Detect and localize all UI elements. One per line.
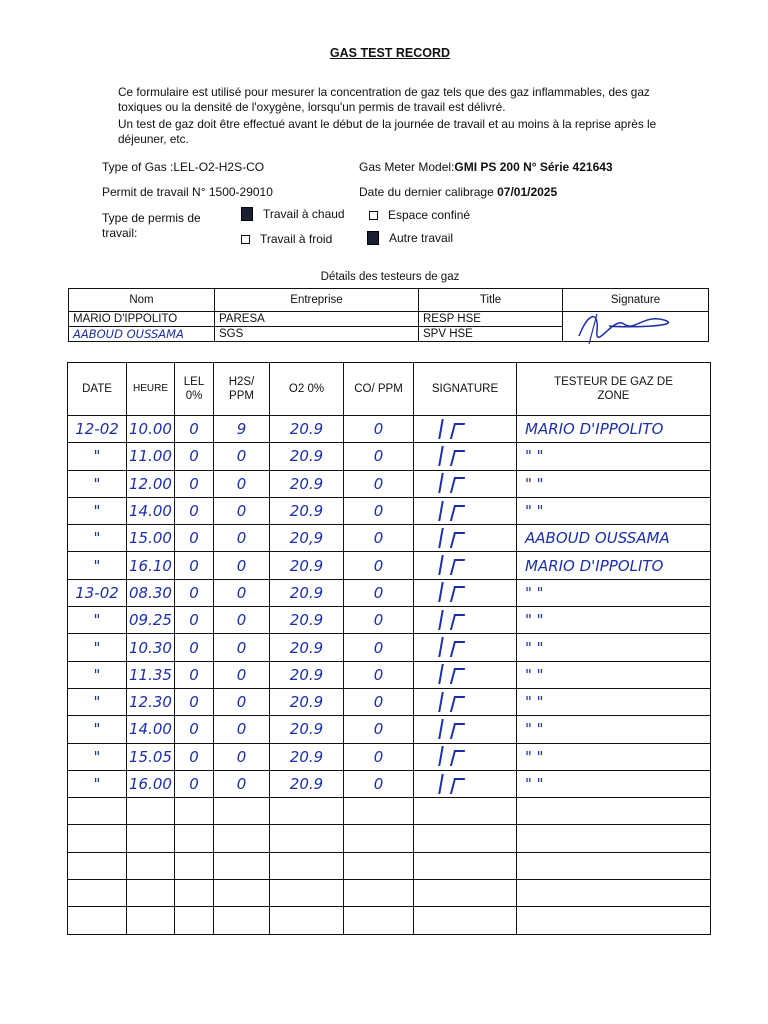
log-cell-lel: 0 xyxy=(175,716,214,743)
log-header-h2s: H2S/ PPM xyxy=(214,363,270,416)
log-cell-empty xyxy=(127,907,175,934)
log-cell-o2: 20.9 xyxy=(270,607,344,634)
log-cell-heure: 15.05 xyxy=(127,743,175,770)
other-work-checkbox[interactable] xyxy=(367,231,379,245)
log-cell-empty xyxy=(127,825,175,852)
log-cell-testeur: " " xyxy=(517,661,711,688)
calibration-value: 07/01/2025 xyxy=(497,185,558,199)
log-cell-h2s: 0 xyxy=(214,770,270,797)
log-cell-testeur: " " xyxy=(517,607,711,634)
log-cell-lel: 0 xyxy=(175,770,214,797)
log-cell-signature xyxy=(414,497,517,524)
log-cell-date: " xyxy=(68,716,127,743)
log-cell-empty xyxy=(127,798,175,825)
testers-header-title: Title xyxy=(419,289,563,312)
tester-entreprise: SGS xyxy=(215,327,419,342)
testers-header-entreprise: Entreprise xyxy=(215,289,419,312)
log-cell-co: 0 xyxy=(344,416,414,443)
log-cell-date: " xyxy=(68,525,127,552)
calibration-label: Date du dernier calibrage xyxy=(359,185,494,199)
log-cell-empty xyxy=(175,852,214,879)
log-cell-h2s: 0 xyxy=(214,716,270,743)
signature-mark-icon xyxy=(436,555,494,573)
permit-number-label: Permit de travail N° xyxy=(102,185,206,199)
log-cell-empty xyxy=(517,880,711,907)
tester-title: SPV HSE xyxy=(419,327,563,342)
permit-number-value: 1500-29010 xyxy=(208,185,273,199)
log-cell-empty xyxy=(517,852,711,879)
log-cell-co: 0 xyxy=(344,743,414,770)
log-cell-heure: 14.00 xyxy=(127,497,175,524)
tester-nom: MARIO D'IPPOLITO xyxy=(69,312,215,327)
log-cell-heure: 09.25 xyxy=(127,607,175,634)
log-cell-heure: 11.00 xyxy=(127,443,175,470)
signature-mark-icon xyxy=(436,774,494,792)
log-row xyxy=(68,416,711,443)
permit-type-hot[interactable] xyxy=(241,207,345,221)
log-cell-empty xyxy=(68,825,127,852)
signature-mark-icon xyxy=(436,419,494,437)
log-cell-testeur: " " xyxy=(517,743,711,770)
log-cell-date: " xyxy=(68,743,127,770)
log-cell-empty xyxy=(414,852,517,879)
signature-mark-icon xyxy=(436,746,494,764)
log-cell-signature xyxy=(414,716,517,743)
permit-number-field xyxy=(102,185,273,199)
log-cell-o2: 20.9 xyxy=(270,470,344,497)
log-cell-h2s: 0 xyxy=(214,497,270,524)
log-row xyxy=(68,470,711,497)
log-cell-signature xyxy=(414,579,517,606)
log-cell-date: 13-02 xyxy=(68,579,127,606)
log-cell-empty xyxy=(270,798,344,825)
log-cell-empty xyxy=(344,825,414,852)
log-cell-lel: 0 xyxy=(175,661,214,688)
log-cell-empty xyxy=(517,907,711,934)
testers-table xyxy=(68,288,709,342)
log-cell-o2: 20.9 xyxy=(270,716,344,743)
testers-header-nom: Nom xyxy=(69,289,215,312)
log-cell-heure: 16.00 xyxy=(127,770,175,797)
log-cell-heure: 10.30 xyxy=(127,634,175,661)
log-cell-heure: 14.00 xyxy=(127,716,175,743)
hot-work-label: Travail à chaud xyxy=(263,207,345,221)
log-header-o2: O2 0% xyxy=(270,363,344,416)
log-cell-heure: 12.30 xyxy=(127,688,175,715)
log-cell-o2: 20.9 xyxy=(270,497,344,524)
log-cell-lel: 0 xyxy=(175,579,214,606)
log-header-co: CO/ PPM xyxy=(344,363,414,416)
log-cell-signature xyxy=(414,552,517,579)
log-cell-testeur: MARIO D'IPPOLITO xyxy=(517,416,711,443)
log-cell-lel: 0 xyxy=(175,525,214,552)
log-cell-h2s: 0 xyxy=(214,634,270,661)
log-cell-h2s: 9 xyxy=(214,416,270,443)
log-cell-signature xyxy=(414,525,517,552)
log-cell-h2s: 0 xyxy=(214,579,270,606)
log-cell-empty xyxy=(344,852,414,879)
log-cell-heure: 08.30 xyxy=(127,579,175,606)
log-cell-date: " xyxy=(68,470,127,497)
log-cell-co: 0 xyxy=(344,661,414,688)
gas-type-value: LEL-O2-H2S-CO xyxy=(173,160,265,174)
log-cell-lel: 0 xyxy=(175,443,214,470)
log-cell-testeur: " " xyxy=(517,716,711,743)
tester-signature-cell xyxy=(563,312,709,342)
log-cell-signature xyxy=(414,661,517,688)
log-cell-co: 0 xyxy=(344,470,414,497)
log-cell-empty xyxy=(270,907,344,934)
log-cell-testeur: " " xyxy=(517,497,711,524)
log-cell-o2: 20.9 xyxy=(270,634,344,661)
other-work-label: Autre travail xyxy=(389,231,454,245)
log-row-empty xyxy=(68,825,711,852)
log-row xyxy=(68,497,711,524)
log-cell-empty xyxy=(214,880,270,907)
log-cell-heure: 16.10 xyxy=(127,552,175,579)
log-cell-testeur: MARIO D'IPPOLITO xyxy=(517,552,711,579)
log-cell-lel: 0 xyxy=(175,416,214,443)
log-cell-co: 0 xyxy=(344,443,414,470)
log-cell-signature xyxy=(414,634,517,661)
log-cell-h2s: 0 xyxy=(214,661,270,688)
log-cell-heure: 10.00 xyxy=(127,416,175,443)
log-cell-lel: 0 xyxy=(175,497,214,524)
log-cell-co: 0 xyxy=(344,552,414,579)
log-cell-h2s: 0 xyxy=(214,443,270,470)
log-row xyxy=(68,716,711,743)
log-cell-o2: 20.9 xyxy=(270,688,344,715)
signature-mark-icon xyxy=(436,692,494,710)
log-cell-empty xyxy=(175,798,214,825)
log-cell-empty xyxy=(68,852,127,879)
log-cell-co: 0 xyxy=(344,497,414,524)
log-cell-co: 0 xyxy=(344,579,414,606)
log-cell-empty xyxy=(214,825,270,852)
log-cell-h2s: 0 xyxy=(214,470,270,497)
log-cell-o2: 20.9 xyxy=(270,579,344,606)
signature-mark-icon xyxy=(436,473,494,491)
log-cell-h2s: 0 xyxy=(214,607,270,634)
log-cell-empty xyxy=(344,880,414,907)
log-cell-empty xyxy=(344,798,414,825)
log-cell-date: " xyxy=(68,552,127,579)
log-cell-testeur: " " xyxy=(517,634,711,661)
tester-entreprise: PARESA xyxy=(215,312,419,327)
intro-paragraph-2: Un test de gaz doit être effectué avant le début de la journée de travail et au moins à la reprise après le déjeuner, etc. xyxy=(118,117,657,146)
log-cell-heure: 11.35 xyxy=(127,661,175,688)
gas-log-table xyxy=(67,362,711,935)
log-cell-heure: 12.00 xyxy=(127,470,175,497)
confined-space-label: Espace confiné xyxy=(388,208,471,222)
log-cell-signature xyxy=(414,743,517,770)
log-cell-o2: 20.9 xyxy=(270,416,344,443)
log-cell-empty xyxy=(214,907,270,934)
log-cell-date: " xyxy=(68,497,127,524)
log-cell-h2s: 0 xyxy=(214,688,270,715)
log-cell-empty xyxy=(517,825,711,852)
log-row-empty xyxy=(68,880,711,907)
intro-text xyxy=(118,85,688,147)
log-cell-empty xyxy=(517,798,711,825)
log-cell-signature xyxy=(414,470,517,497)
calibration-field xyxy=(359,185,557,199)
log-cell-empty xyxy=(270,825,344,852)
log-row xyxy=(68,579,711,606)
log-cell-testeur: " " xyxy=(517,579,711,606)
log-row xyxy=(68,770,711,797)
testers-header-signature: Signature xyxy=(563,289,709,312)
log-row xyxy=(68,634,711,661)
signature-mark-icon xyxy=(436,501,494,519)
log-cell-empty xyxy=(214,852,270,879)
log-cell-o2: 20.9 xyxy=(270,661,344,688)
tester-row xyxy=(69,312,709,327)
permit-type-confined[interactable] xyxy=(369,208,470,222)
log-cell-h2s: 0 xyxy=(214,552,270,579)
meter-model-label: Gas Meter Model: xyxy=(359,160,455,174)
log-cell-h2s: 0 xyxy=(214,743,270,770)
intro-paragraph-1: Ce formulaire est utilisé pour mesurer la concentration de gaz tels que des gaz inflammables, des gaz toxiques ou la densité de l'oxygène, lorsqu'un permis de travail est délivré. xyxy=(118,85,650,114)
log-cell-empty xyxy=(175,880,214,907)
gas-type-label: Type of Gas : xyxy=(102,160,174,174)
log-cell-signature xyxy=(414,416,517,443)
signature-mark-icon xyxy=(436,446,494,464)
signature-mark-icon xyxy=(436,719,494,737)
cold-work-checkbox[interactable] xyxy=(241,235,250,244)
log-cell-empty xyxy=(414,825,517,852)
log-cell-lel: 0 xyxy=(175,607,214,634)
log-cell-empty xyxy=(214,798,270,825)
meter-model-field xyxy=(359,160,613,174)
signature-mark-icon xyxy=(436,610,494,628)
log-cell-testeur: " " xyxy=(517,688,711,715)
log-cell-signature xyxy=(414,607,517,634)
confined-space-checkbox[interactable] xyxy=(369,211,378,220)
signature-mark-icon xyxy=(436,582,494,600)
log-cell-empty xyxy=(127,880,175,907)
log-cell-date: 12-02 xyxy=(68,416,127,443)
permit-type-label: Type de permis de travail: xyxy=(102,211,201,240)
log-cell-empty xyxy=(414,907,517,934)
log-cell-co: 0 xyxy=(344,770,414,797)
testers-caption: Détails des testeurs de gaz xyxy=(320,271,460,283)
log-row-empty xyxy=(68,907,711,934)
log-header-signature: SIGNATURE xyxy=(414,363,517,416)
log-row xyxy=(68,443,711,470)
tester-nom: AABOUD OUSSAMA xyxy=(69,327,215,342)
log-cell-lel: 0 xyxy=(175,552,214,579)
log-cell-heure: 15.00 xyxy=(127,525,175,552)
log-cell-empty xyxy=(270,880,344,907)
document-title: GAS TEST RECORD xyxy=(329,46,451,60)
log-row xyxy=(68,607,711,634)
log-row xyxy=(68,661,711,688)
log-cell-date: " xyxy=(68,661,127,688)
log-row xyxy=(68,552,711,579)
log-cell-co: 0 xyxy=(344,716,414,743)
log-cell-h2s: 0 xyxy=(214,525,270,552)
signature-mark-icon xyxy=(436,528,494,546)
log-cell-co: 0 xyxy=(344,607,414,634)
log-header-date: DATE xyxy=(68,363,127,416)
log-cell-o2: 20.9 xyxy=(270,552,344,579)
permit-type-cold[interactable] xyxy=(241,232,332,246)
log-cell-testeur: " " xyxy=(517,470,711,497)
log-cell-empty xyxy=(175,907,214,934)
log-cell-signature xyxy=(414,770,517,797)
log-cell-o2: 20.9 xyxy=(270,443,344,470)
log-cell-co: 0 xyxy=(344,634,414,661)
tester-title: RESP HSE xyxy=(419,312,563,327)
log-cell-empty xyxy=(270,852,344,879)
log-cell-empty xyxy=(175,825,214,852)
log-cell-empty xyxy=(414,798,517,825)
log-cell-co: 0 xyxy=(344,688,414,715)
log-cell-empty xyxy=(344,907,414,934)
log-cell-empty xyxy=(414,880,517,907)
log-header-heure: HEURE xyxy=(127,363,175,416)
log-cell-empty xyxy=(127,852,175,879)
log-cell-lel: 0 xyxy=(175,634,214,661)
log-cell-co: 0 xyxy=(344,525,414,552)
signature-mark-icon xyxy=(436,664,494,682)
log-cell-lel: 0 xyxy=(175,688,214,715)
log-cell-empty xyxy=(68,798,127,825)
log-cell-o2: 20,9 xyxy=(270,525,344,552)
log-header-lel: LEL 0% xyxy=(175,363,214,416)
meter-model-value: GMI PS 200 N° Série 421643 xyxy=(454,160,613,174)
log-cell-testeur: AABOUD OUSSAMA xyxy=(517,525,711,552)
log-cell-lel: 0 xyxy=(175,470,214,497)
log-cell-empty xyxy=(68,907,127,934)
cold-work-label: Travail à froid xyxy=(260,232,333,246)
log-cell-signature xyxy=(414,443,517,470)
gas-type-field xyxy=(102,160,264,174)
log-cell-o2: 20.9 xyxy=(270,743,344,770)
log-header-testeur: TESTEUR DE GAZ DE ZONE xyxy=(517,363,711,416)
log-cell-o2: 20.9 xyxy=(270,770,344,797)
log-row xyxy=(68,688,711,715)
log-cell-signature xyxy=(414,688,517,715)
hot-work-checkbox[interactable] xyxy=(241,207,253,221)
log-cell-date: " xyxy=(68,607,127,634)
permit-type-other[interactable] xyxy=(367,231,453,245)
log-row xyxy=(68,743,711,770)
log-cell-lel: 0 xyxy=(175,743,214,770)
log-row-empty xyxy=(68,852,711,879)
log-cell-date: " xyxy=(68,770,127,797)
log-row xyxy=(68,525,711,552)
log-cell-date: " xyxy=(68,443,127,470)
log-row-empty xyxy=(68,798,711,825)
log-cell-testeur: " " xyxy=(517,770,711,797)
log-cell-empty xyxy=(68,880,127,907)
signature-scribble-icon xyxy=(569,306,689,346)
signature-mark-icon xyxy=(436,637,494,655)
log-cell-date: " xyxy=(68,688,127,715)
log-cell-testeur: " " xyxy=(517,443,711,470)
log-cell-date: " xyxy=(68,634,127,661)
